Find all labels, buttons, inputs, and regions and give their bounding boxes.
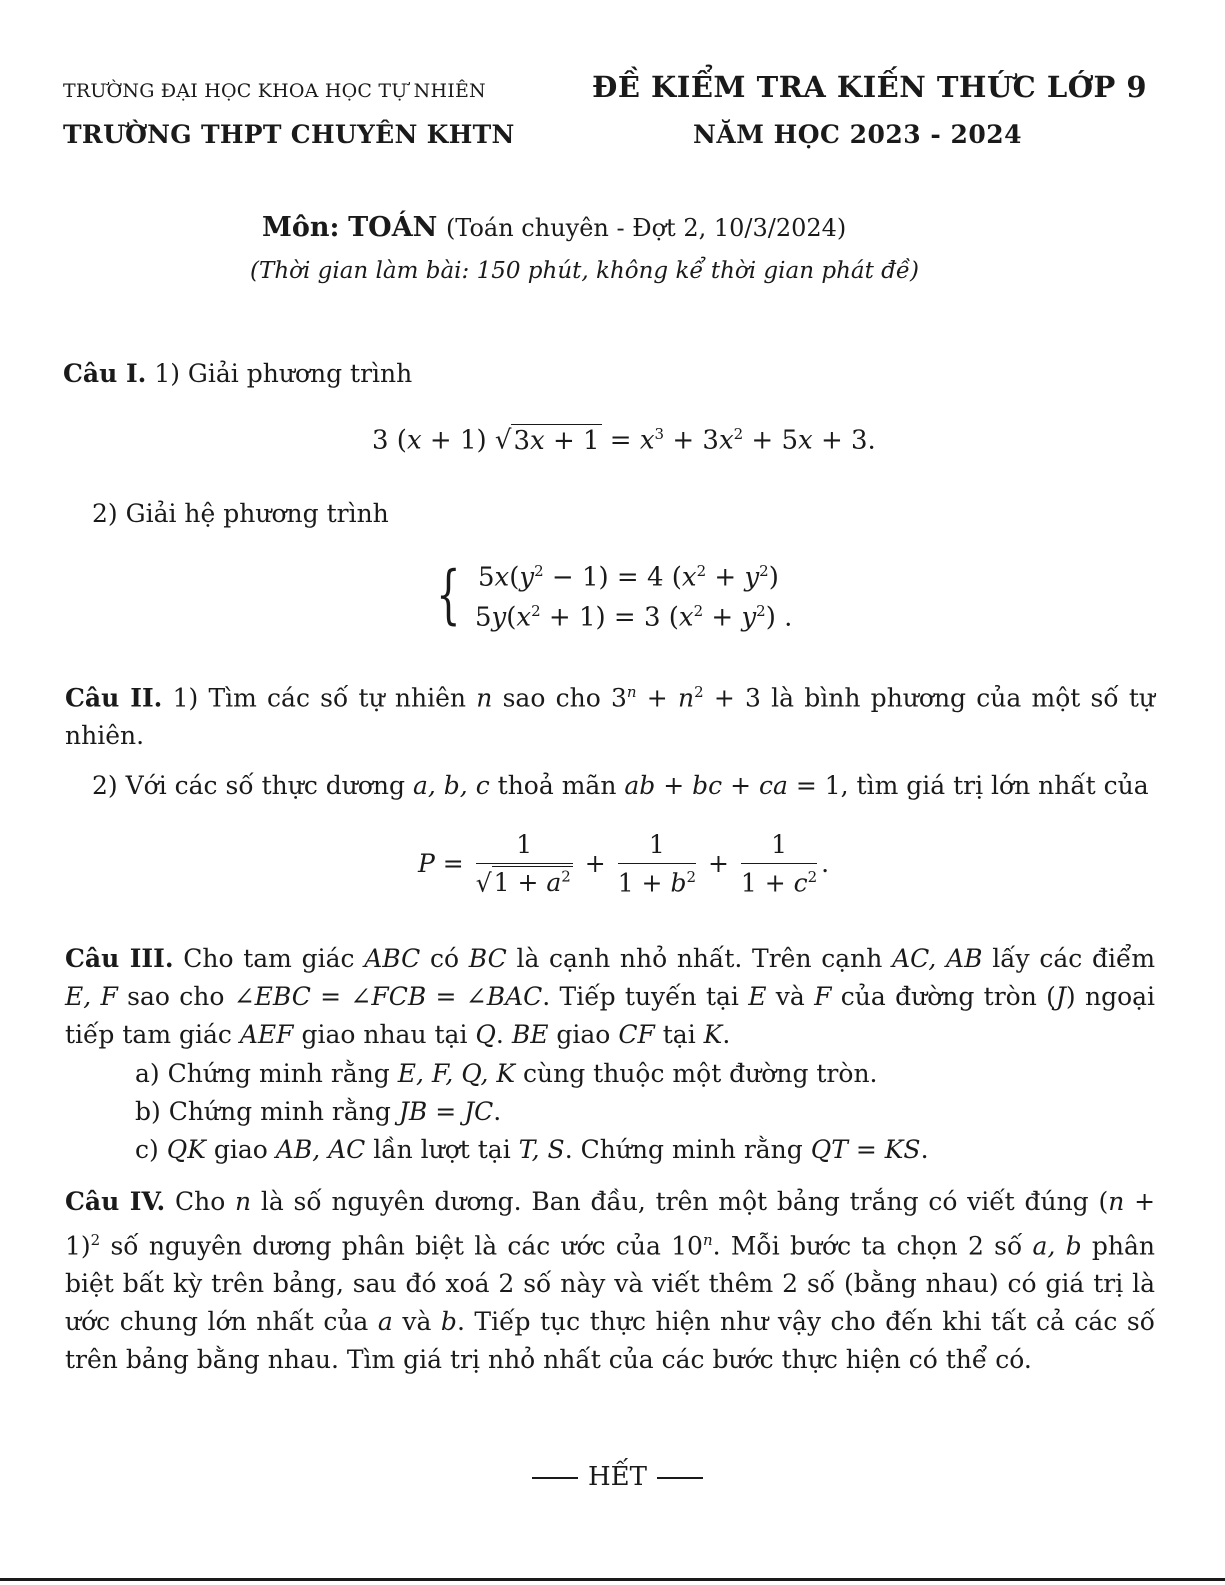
- end-text: HẾT: [588, 1462, 647, 1492]
- school-name: TRƯỜNG THPT CHUYÊN KHTN: [63, 120, 515, 149]
- end-dash-left: [532, 1477, 578, 1479]
- q2-part1-text-b: sao cho: [502, 683, 601, 713]
- q4-statement: Câu IV. Cho n là số nguyên dương. Ban đầu, trên một bảng trắng có viết đúng $(n + 1)^2$ số nguyên dương phân biệt là các ước của 10$^n$. Mỗi bước ta chọn 2 số a, b phân biệt bất kỳ trên bảng, sau đó xoá 2 số này và viết thêm 2 số (bằng nhau) có giá trị là ước chung lớn nhất của a và b. Tiếp tục thực hiện như vậy cho đến khi tất cả các số trên bảng bằng nhau. Tìm giá trị nhỏ nhất của các bước thực hiện có thể có.: [65, 1187, 1156, 1375]
- q1-part1: [63, 355, 412, 393]
- q4-text-g: . Tiếp tục thực hiện như vậy cho đến khi tất cả các số trên bảng bằng nhau. Tìm giá trị nhỏ nhất của các bước thực hiện có thể có.: [65, 1307, 1155, 1375]
- q4-label: Câu IV.: [65, 1187, 166, 1216]
- q3-text-k: giao: [556, 1020, 611, 1049]
- q3-c-text-d: . Chứng minh rằng: [564, 1135, 803, 1164]
- q4-text-d: . Mỗi bước ta chọn 2 số: [712, 1231, 1023, 1261]
- q1-equation: 3 (x + 1) $√3x + 1 = x^3 + 3x^2 + 5x + 3$.: [372, 425, 876, 456]
- q3-text-b: có: [429, 944, 460, 973]
- subject-line: [262, 212, 846, 243]
- q3-a-text-b: cùng thuộc một đường tròn.: [523, 1059, 878, 1088]
- q4-text-f: và: [402, 1307, 432, 1337]
- end-marker: [522, 1458, 713, 1496]
- q3-text-h: của đường tròn: [840, 982, 1037, 1011]
- q1-part2-intro: 2) Giải hệ phương trình: [92, 499, 389, 528]
- exam-title: ĐỀ KIỂM TRA KIẾN THỨC LỚP 9: [592, 70, 1148, 104]
- system-brace: {: [436, 558, 461, 632]
- q3-text-e: sao cho: [127, 982, 225, 1011]
- q3-part-a: a) Chứng minh rằng E, F, Q, K cùng thuộc một đường tròn.: [135, 1059, 878, 1088]
- q3-text-g: và: [775, 982, 805, 1011]
- q3-part-b: b) Chứng minh rằng JB = JC.: [135, 1097, 502, 1126]
- q3-c-text-a: c): [135, 1135, 159, 1164]
- q3-text-j: giao nhau tại: [301, 1020, 468, 1049]
- q3-b-text: b) Chứng minh rằng: [135, 1097, 391, 1126]
- q3-text-a: Cho tam giác: [183, 944, 355, 973]
- q2-label: Câu II.: [65, 683, 163, 713]
- school-year: NĂM HỌC 2023 - 2024: [693, 120, 1023, 149]
- q2-part2: 2) Với các số thực dương a, b, c thoả mãn ab + bc + ca = 1, tìm giá trị lớn nhất của: [92, 771, 1149, 800]
- q2-expression: P = $\frac{1}{√1 + a^2}$ + $\frac{1}{1 + b^2}$ + $\frac{1}{1 + c^2}$ .: [418, 830, 830, 898]
- q3-text-d: lấy các điểm: [992, 944, 1156, 973]
- q4-text-e: phân biệt bất kỳ trên bảng, sau đó xoá 2 số này và viết thêm 2 số (bằng nhau) có giá trị là ước chung lớn nhất của: [65, 1231, 1156, 1337]
- q1-part1-intro: 1) Giải phương trình: [154, 359, 413, 388]
- time-note: (Thời gian làm bài: 150 phút, không kể thời gian phát đề): [250, 258, 919, 284]
- q2-part1: Câu II. 1) Tìm các số tự nhiên n sao cho $3^n + n^2 + 3$ là bình phương của một số tự nhiên.: [65, 683, 1156, 751]
- q3-c-text-c: lần lượt tại: [373, 1135, 511, 1164]
- q3-part-c: c) QK giao AB, AC lần lượt tại T, S. Chứng minh rằng QT = KS.: [135, 1135, 929, 1164]
- q4-text-a: Cho: [174, 1187, 226, 1216]
- university-name: TRƯỜNG ĐẠI HỌC KHOA HỌC TỰ NHIÊN: [63, 80, 486, 102]
- q3-text-f: . Tiếp tuyến tại: [542, 982, 739, 1011]
- q3-a-text-a: a) Chứng minh rằng: [135, 1059, 390, 1088]
- q3-text-l: tại: [662, 1020, 696, 1049]
- subject-name: TOÁN: [348, 212, 438, 243]
- subject-prefix: Môn:: [262, 212, 340, 243]
- q1-system-eq2: $5y(x^2 + 1) = 3$ $(x^2 + y^2)$ .: [475, 602, 793, 633]
- q4-text-b: là số nguyên dương. Ban đầu, trên một bảng trắng có viết đúng: [260, 1187, 1089, 1216]
- q2-part2-text-a: 2) Với các số thực dương: [92, 771, 406, 800]
- q2-part2-text-c: , tìm giá trị lớn nhất của: [840, 771, 1149, 800]
- q4-text-c: số nguyên dương phân biệt là các ước của: [110, 1231, 661, 1261]
- page-bottom-border: [0, 1578, 1225, 1581]
- q3-statement: Câu III. Cho tam giác ABC có BC là cạnh nhỏ nhất. Trên cạnh AC, AB lấy các điểm E, F sao cho ∠EBC = ∠FCB = ∠BAC. Tiếp tuyến tại E và F của đường tròn (J) ngoại tiếp tam giác AEF giao nhau tại Q. BE giao CF tại K.: [65, 944, 1156, 1049]
- q2-part1-text-c: là bình phương của một số tự nhiên.: [65, 683, 1156, 751]
- q3-text-c: là cạnh nhỏ nhất. Trên cạnh: [516, 944, 883, 973]
- subject-detail: (Toán chuyên - Đợt 2, 10/3/2024): [445, 214, 847, 242]
- end-dash-right: [657, 1477, 703, 1479]
- q1-label: Câu I.: [63, 359, 147, 388]
- q2-part2-text-b: thoả mãn: [497, 771, 617, 800]
- q1-system-eq1: $5x(y^2 - 1) = 4$ $(x^2 + y^2)$: [478, 562, 779, 593]
- q2-part1-text-a: 1) Tìm các số tự nhiên: [172, 683, 466, 713]
- q3-c-text-b: giao: [213, 1135, 268, 1164]
- q3-text-i: ngoại tiếp tam giác: [65, 982, 1156, 1049]
- q3-label: Câu III.: [65, 944, 174, 973]
